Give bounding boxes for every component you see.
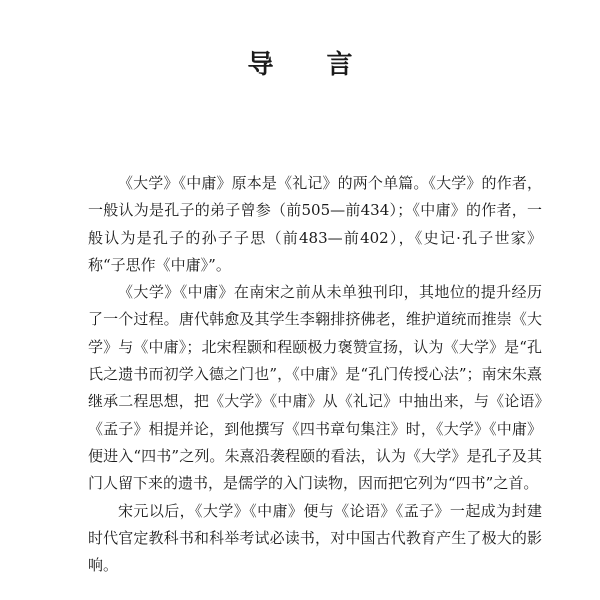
paragraph-3: 宋元以后，《大学》《中庸》便与《论语》《孟子》一起成为封建时代官定教科书和科举考试必读书，对中国古代教育产生了极大的影响。 (88, 501, 542, 575)
body-text (88, 170, 542, 579)
page-title: 导 言 (247, 50, 375, 80)
paragraph-2: 《大学》《中庸》在南宋之前从未单独刊印，其地位的提升经历了一个过程。唐代韩愈及其学生李翱排挤佛老，维护道统而推崇《大学》与《中庸》；北宋程颢和程颐极力褒赞宣扬，认为《大学》是“孔氏之遗书而初学入德之门也”，《中庸》是“孔门传授心法”；南宋朱熹继承二程思想，把《大学》《中庸》从《礼记》中抽出来，与《论语》《孟子》相提并论，到他撰写《四书章句集注》时，《大学》《中庸》便进入“四书”之列。朱熹沿袭程颐的看法，认为《大学》是孔子及其门人留下来的遗书，是儒学的入门读物，因而把它列为“四书”之首。 (88, 283, 542, 493)
paragraph-1: 《大学》《中庸》原本是《礼记》的两个单篇。《大学》的作者，一般认为是孔子的弟子曾参（前505—前434）；《中庸》的作者，一般认为是孔子的孙子子思（前483—前402），《史记·孔子世家》称“子思作《中庸》”。 (88, 174, 542, 274)
